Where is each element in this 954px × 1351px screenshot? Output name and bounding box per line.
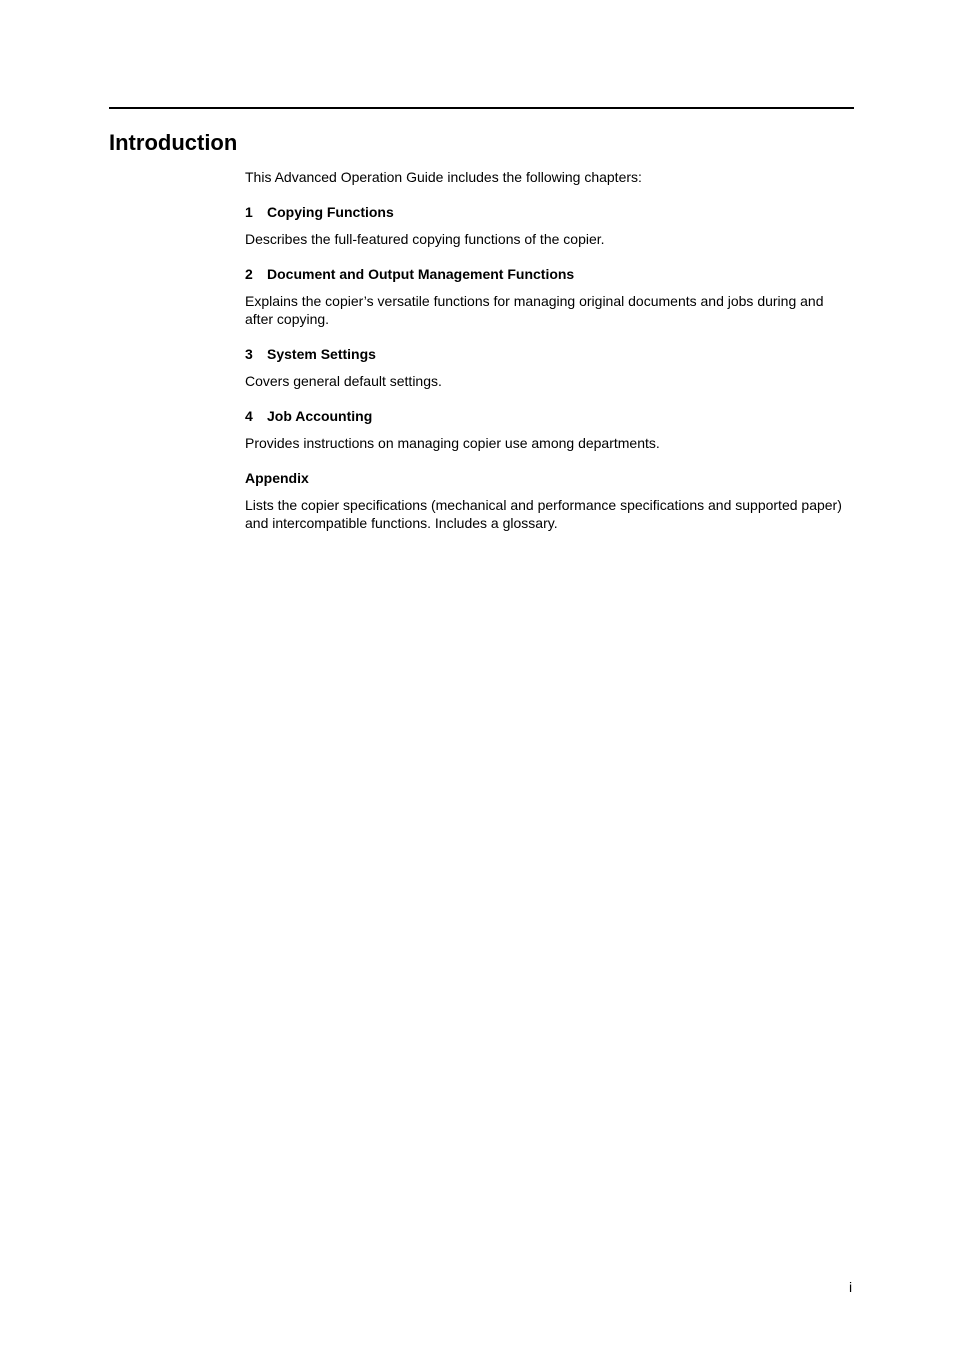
section-number: 1 <box>245 204 253 220</box>
section-number: 3 <box>245 346 253 362</box>
chapter-section-3 <box>245 345 850 390</box>
section-heading <box>245 203 850 221</box>
intro-text: This Advanced Operation Guide includes the following chapters: <box>245 169 642 185</box>
page-title: Introduction <box>109 130 238 155</box>
section-heading <box>245 265 850 283</box>
chapter-section-1 <box>245 203 850 248</box>
section-title: System Settings <box>267 346 376 362</box>
chapter-section-4 <box>245 407 850 452</box>
section-heading <box>245 407 850 425</box>
section-number: 2 <box>245 266 253 282</box>
appendix-description: Lists the copier specifications (mechanical and performance specifications and supported paper) and intercompatible functions. Includes a glossary. <box>245 497 842 531</box>
section-description: Provides instructions on managing copier use among departments. <box>245 435 660 451</box>
section-heading <box>245 345 850 363</box>
section-description: Explains the copier’s versatile functions for managing original documents and jobs during and after copying. <box>245 293 824 327</box>
section-title: Job Accounting <box>267 408 373 424</box>
section-description: Covers general default settings. <box>245 373 442 389</box>
page-number: i <box>849 1279 853 1295</box>
chapter-list <box>245 168 850 549</box>
section-title: Document and Output Management Functions <box>267 266 575 282</box>
appendix-section <box>245 469 850 532</box>
appendix-heading: Appendix <box>245 470 309 486</box>
section-title: Copying Functions <box>267 204 394 220</box>
chapter-section-2 <box>245 265 850 328</box>
section-number: 4 <box>245 408 253 424</box>
top-rule <box>109 107 854 109</box>
section-description: Describes the full-featured copying functions of the copier. <box>245 231 605 247</box>
